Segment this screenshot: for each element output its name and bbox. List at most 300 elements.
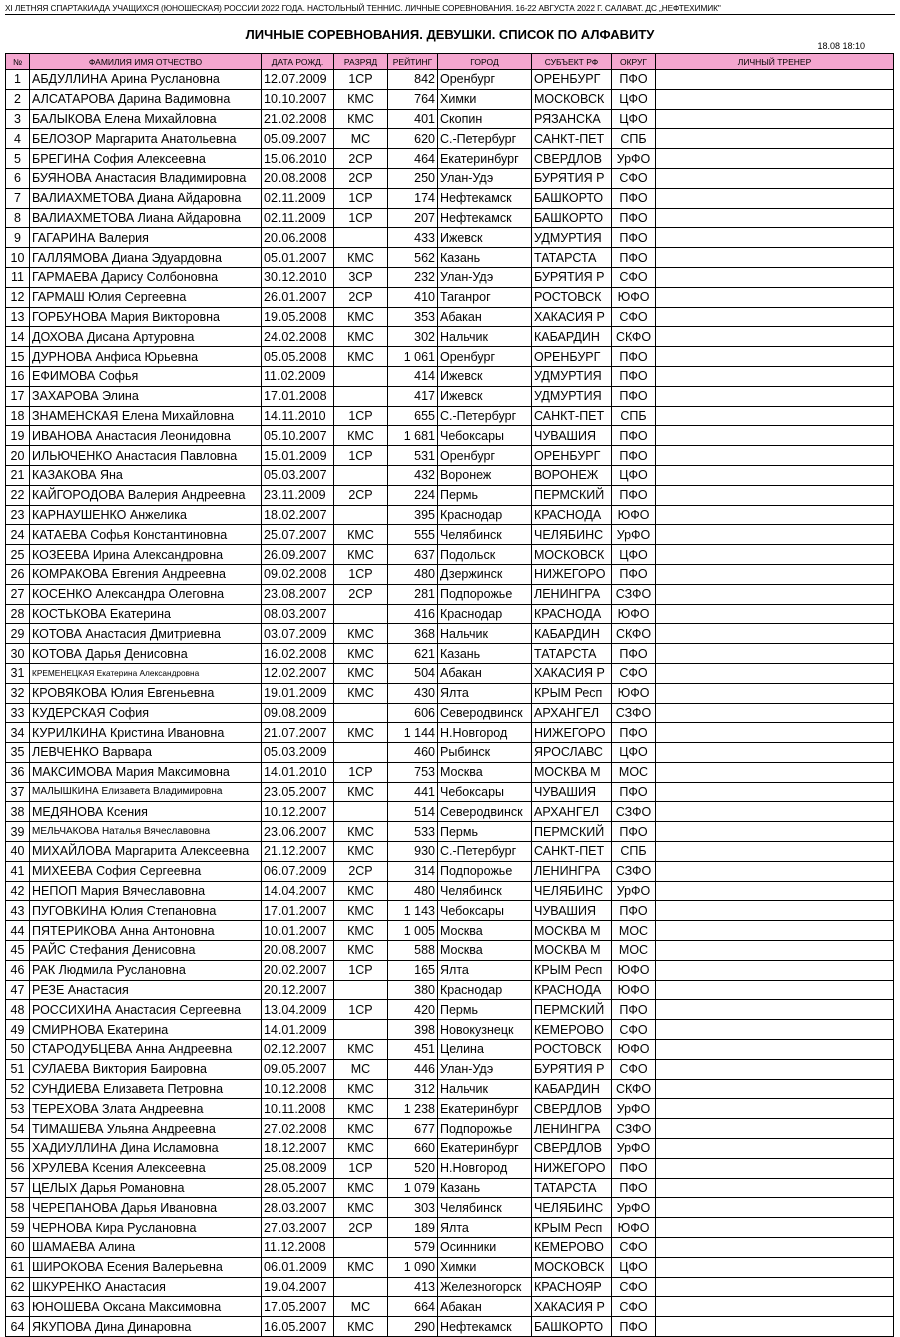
rating-cell: 414	[388, 366, 438, 386]
coach-cell	[656, 426, 894, 446]
birth-date-cell: 21.07.2007	[262, 723, 334, 743]
sport-category-cell	[334, 802, 388, 822]
birth-date-cell: 14.04.2007	[262, 881, 334, 901]
coach-cell	[656, 663, 894, 683]
city-cell: Улан-Удэ	[438, 168, 532, 188]
rating-cell: 562	[388, 248, 438, 268]
birth-date-cell: 02.11.2009	[262, 188, 334, 208]
birth-date-cell: 20.08.2007	[262, 941, 334, 961]
birth-date-cell: 21.02.2008	[262, 109, 334, 129]
table-row	[6, 267, 894, 287]
city-cell: Екатеринбург	[438, 1139, 532, 1159]
rating-cell: 660	[388, 1139, 438, 1159]
birth-date-cell: 09.02.2008	[262, 564, 334, 584]
rating-cell: 416	[388, 604, 438, 624]
row-number-cell: 38	[6, 802, 30, 822]
birth-date-cell: 08.03.2007	[262, 604, 334, 624]
row-number-cell: 13	[6, 307, 30, 327]
participant-name-cell: ПЯТЕРИКОВА Анна Антоновна	[30, 921, 262, 941]
region-cell: КАБАРДИН	[532, 327, 612, 347]
region-cell: БУРЯТИЯ Р	[532, 1059, 612, 1079]
coach-cell	[656, 1139, 894, 1159]
city-cell: Москва	[438, 762, 532, 782]
federal-district-cell: ПФО	[612, 426, 656, 446]
city-cell: Воронеж	[438, 465, 532, 485]
participant-name-cell: КОЗЕЕВА Ирина Александровна	[30, 545, 262, 565]
region-cell: УДМУРТИЯ	[532, 386, 612, 406]
participant-name-cell: КАЙГОРОДОВА Валерия Андреевна	[30, 485, 262, 505]
participant-name-cell: МАЛЫШКИНА Елизавета Владимировна	[30, 782, 262, 802]
sport-category-cell: КМС	[334, 545, 388, 565]
city-cell: Химки	[438, 1257, 532, 1277]
birth-date-cell: 10.10.2007	[262, 89, 334, 109]
sport-category-cell: КМС	[334, 1317, 388, 1337]
birth-date-cell: 09.05.2007	[262, 1059, 334, 1079]
rating-cell: 480	[388, 564, 438, 584]
region-cell: САНКТ-ПЕТ	[532, 406, 612, 426]
federal-district-cell: СПБ	[612, 129, 656, 149]
sport-category-cell: КМС	[334, 1198, 388, 1218]
federal-district-cell: ПФО	[612, 248, 656, 268]
participant-name-cell: ИЛЬЮЧЕНКО Анастасия Павловна	[30, 446, 262, 466]
sport-category-cell: 1СР	[334, 1000, 388, 1020]
sport-category-cell: 2СР	[334, 861, 388, 881]
birth-date-cell: 28.05.2007	[262, 1178, 334, 1198]
city-cell: Подпорожье	[438, 1119, 532, 1139]
table-row	[6, 782, 894, 802]
city-cell: Нальчик	[438, 327, 532, 347]
table-row	[6, 743, 894, 763]
row-number-cell: 4	[6, 129, 30, 149]
city-cell: Москва	[438, 941, 532, 961]
birth-date-cell: 19.05.2008	[262, 307, 334, 327]
coach-cell	[656, 941, 894, 961]
sport-category-cell: КМС	[334, 782, 388, 802]
federal-district-cell: ПФО	[612, 782, 656, 802]
participant-name-cell: СТАРОДУБЦЕВА Анна Андреевна	[30, 1040, 262, 1060]
coach-cell	[656, 1020, 894, 1040]
sport-category-cell: МС	[334, 1297, 388, 1317]
sport-category-cell: КМС	[334, 1178, 388, 1198]
city-cell: Екатеринбург	[438, 1099, 532, 1119]
sport-category-cell	[334, 366, 388, 386]
federal-district-cell: МОС	[612, 762, 656, 782]
federal-district-cell: ПФО	[612, 564, 656, 584]
federal-district-cell: СКФО	[612, 624, 656, 644]
rating-cell: 368	[388, 624, 438, 644]
rating-cell: 314	[388, 861, 438, 881]
federal-district-cell: СФО	[612, 1059, 656, 1079]
region-cell: ХАКАСИЯ Р	[532, 663, 612, 683]
birth-date-cell: 10.11.2008	[262, 1099, 334, 1119]
region-cell: БУРЯТИЯ Р	[532, 168, 612, 188]
coach-cell	[656, 881, 894, 901]
sport-category-cell: 1СР	[334, 1158, 388, 1178]
row-number-cell: 56	[6, 1158, 30, 1178]
participant-name-cell: ТИМАШЕВА Ульяна Андреевна	[30, 1119, 262, 1139]
birth-date-cell: 17.01.2008	[262, 386, 334, 406]
coach-cell	[656, 822, 894, 842]
federal-district-cell: СФО	[612, 168, 656, 188]
table-row	[6, 842, 894, 862]
city-cell: Чебоксары	[438, 782, 532, 802]
participant-name-cell: ЕФИМОВА Софья	[30, 366, 262, 386]
participant-name-cell: БУЯНОВА Анастасия Владимировна	[30, 168, 262, 188]
participant-name-cell: ЦЕЛЫХ Дарья Романовна	[30, 1178, 262, 1198]
coach-cell	[656, 267, 894, 287]
coach-cell	[656, 802, 894, 822]
coach-cell	[656, 446, 894, 466]
rating-cell: 380	[388, 980, 438, 1000]
row-number-cell: 30	[6, 644, 30, 664]
region-cell: ЧУВАШИЯ	[532, 426, 612, 446]
table-row	[6, 1277, 894, 1297]
participant-name-cell: НЕПОП Мария Вячеславовна	[30, 881, 262, 901]
participant-name-cell: КРОВЯКОВА Юлия Евгеньевна	[30, 683, 262, 703]
federal-district-cell: СПБ	[612, 406, 656, 426]
col-header-name: ФАМИЛИЯ ИМЯ ОТЧЕСТВО	[30, 54, 262, 70]
sport-category-cell: 1СР	[334, 446, 388, 466]
participant-name-cell: ПУГОВКИНА Юлия Степановна	[30, 901, 262, 921]
row-number-cell: 52	[6, 1079, 30, 1099]
federal-district-cell: УрФО	[612, 1139, 656, 1159]
sport-category-cell: 2СР	[334, 485, 388, 505]
row-number-cell: 61	[6, 1257, 30, 1277]
sport-category-cell: 1СР	[334, 188, 388, 208]
region-cell: НИЖЕГОРО	[532, 723, 612, 743]
birth-date-cell: 10.01.2007	[262, 921, 334, 941]
coach-cell	[656, 366, 894, 386]
coach-cell	[656, 188, 894, 208]
participant-name-cell: СУЛАЕВА Виктория Баировна	[30, 1059, 262, 1079]
city-cell: Улан-Удэ	[438, 1059, 532, 1079]
rating-cell: 1 681	[388, 426, 438, 446]
rating-cell: 174	[388, 188, 438, 208]
rating-cell: 1 144	[388, 723, 438, 743]
birth-date-cell: 11.02.2009	[262, 366, 334, 386]
coach-cell	[656, 901, 894, 921]
sport-category-cell: 1СР	[334, 208, 388, 228]
federal-district-cell: ПФО	[612, 366, 656, 386]
row-number-cell: 46	[6, 960, 30, 980]
city-cell: Казань	[438, 248, 532, 268]
rating-cell: 655	[388, 406, 438, 426]
rating-cell: 531	[388, 446, 438, 466]
birth-date-cell: 12.07.2009	[262, 70, 334, 90]
coach-cell	[656, 465, 894, 485]
table-row	[6, 1040, 894, 1060]
coach-cell	[656, 1198, 894, 1218]
table-header-row	[6, 54, 894, 70]
birth-date-cell: 13.04.2009	[262, 1000, 334, 1020]
sport-category-cell: КМС	[334, 1119, 388, 1139]
city-cell: Чебоксары	[438, 426, 532, 446]
sport-category-cell: КМС	[334, 881, 388, 901]
rating-cell: 579	[388, 1238, 438, 1258]
region-cell: ОРЕНБУРГ	[532, 347, 612, 367]
row-number-cell: 57	[6, 1178, 30, 1198]
sport-category-cell: КМС	[334, 822, 388, 842]
sport-category-cell: 1СР	[334, 960, 388, 980]
row-number-cell: 58	[6, 1198, 30, 1218]
region-cell: ХАКАСИЯ Р	[532, 1297, 612, 1317]
table-row	[6, 861, 894, 881]
rating-cell: 446	[388, 1059, 438, 1079]
coach-cell	[656, 960, 894, 980]
birth-date-cell: 06.01.2009	[262, 1257, 334, 1277]
rating-cell: 533	[388, 822, 438, 842]
col-header-rating: РЕЙТИНГ	[388, 54, 438, 70]
city-cell: Нефтекамск	[438, 1317, 532, 1337]
coach-cell	[656, 505, 894, 525]
rating-cell: 620	[388, 129, 438, 149]
sport-category-cell: КМС	[334, 307, 388, 327]
participant-name-cell: ГАРМАЕВА Дарису Солбоновна	[30, 267, 262, 287]
coach-cell	[656, 723, 894, 743]
participant-name-cell: ВАЛИАХМЕТОВА Лиана Айдаровна	[30, 208, 262, 228]
region-cell: БАШКОРТО	[532, 208, 612, 228]
birth-date-cell: 25.08.2009	[262, 1158, 334, 1178]
federal-district-cell: ЮФО	[612, 1040, 656, 1060]
rating-cell: 398	[388, 1020, 438, 1040]
participant-name-cell: СМИРНОВА Екатерина	[30, 1020, 262, 1040]
region-cell: КРАСНОДА	[532, 604, 612, 624]
table-row	[6, 386, 894, 406]
sport-category-cell: КМС	[334, 426, 388, 446]
rating-cell: 281	[388, 584, 438, 604]
region-cell: КРЫМ Респ	[532, 960, 612, 980]
coach-cell	[656, 1079, 894, 1099]
table-row	[6, 822, 894, 842]
federal-district-cell: УрФО	[612, 525, 656, 545]
birth-date-cell: 06.07.2009	[262, 861, 334, 881]
federal-district-cell: УрФО	[612, 1099, 656, 1119]
birth-date-cell: 23.06.2007	[262, 822, 334, 842]
participant-name-cell: КОТОВА Анастасия Дмитриевна	[30, 624, 262, 644]
table-row	[6, 525, 894, 545]
birth-date-cell: 12.02.2007	[262, 663, 334, 683]
city-cell: Абакан	[438, 1297, 532, 1317]
federal-district-cell: СЗФО	[612, 703, 656, 723]
sport-category-cell: 2СР	[334, 287, 388, 307]
city-cell: Абакан	[438, 307, 532, 327]
row-number-cell: 48	[6, 1000, 30, 1020]
sport-category-cell: КМС	[334, 248, 388, 268]
city-cell: Ижевск	[438, 228, 532, 248]
sport-category-cell: КМС	[334, 723, 388, 743]
sport-category-cell	[334, 1277, 388, 1297]
rating-cell: 504	[388, 663, 438, 683]
participant-name-cell: ЗАХАРОВА Элина	[30, 386, 262, 406]
city-cell: Северодвинск	[438, 703, 532, 723]
city-cell: Оренбург	[438, 70, 532, 90]
federal-district-cell: ПФО	[612, 70, 656, 90]
page-title: ЛИЧНЫЕ СОРЕВНОВАНИЯ. ДЕВУШКИ. СПИСОК ПО АЛФАВИТУ	[245, 27, 655, 42]
participant-name-cell: ШКУРЕНКО Анастасия	[30, 1277, 262, 1297]
row-number-cell: 62	[6, 1277, 30, 1297]
city-cell: Рыбинск	[438, 743, 532, 763]
region-cell: САНКТ-ПЕТ	[532, 129, 612, 149]
row-number-cell: 64	[6, 1317, 30, 1337]
rating-cell: 842	[388, 70, 438, 90]
table-row	[6, 1158, 894, 1178]
coach-cell	[656, 842, 894, 862]
table-row	[6, 703, 894, 723]
participant-name-cell: АЛСАТАРОВА Дарина Вадимовна	[30, 89, 262, 109]
city-cell: Ялта	[438, 683, 532, 703]
rating-cell: 1 061	[388, 347, 438, 367]
rating-cell: 430	[388, 683, 438, 703]
participant-name-cell: БРЕГИНА София Алексеевна	[30, 149, 262, 169]
federal-district-cell: СФО	[612, 1020, 656, 1040]
city-cell: Оренбург	[438, 347, 532, 367]
participant-name-cell: КУДЕРСКАЯ София	[30, 703, 262, 723]
coach-cell	[656, 248, 894, 268]
federal-district-cell: МОС	[612, 941, 656, 961]
coach-cell	[656, 307, 894, 327]
coach-cell	[656, 1158, 894, 1178]
federal-district-cell: ЮФО	[612, 287, 656, 307]
rating-cell: 514	[388, 802, 438, 822]
coach-cell	[656, 208, 894, 228]
row-number-cell: 45	[6, 941, 30, 961]
sport-category-cell	[334, 228, 388, 248]
birth-date-cell: 14.01.2009	[262, 1020, 334, 1040]
print-timestamp: 18.08 18:10	[817, 41, 865, 51]
birth-date-cell: 15.06.2010	[262, 149, 334, 169]
region-cell: САНКТ-ПЕТ	[532, 842, 612, 862]
rating-cell: 764	[388, 89, 438, 109]
participant-name-cell: ЧЕРЕПАНОВА Дарья Ивановна	[30, 1198, 262, 1218]
coach-cell	[656, 1218, 894, 1238]
table-row	[6, 149, 894, 169]
participant-name-cell: КАТАЕВА Софья Константиновна	[30, 525, 262, 545]
federal-district-cell: ПФО	[612, 1178, 656, 1198]
city-cell: Целина	[438, 1040, 532, 1060]
sport-category-cell: 1СР	[334, 70, 388, 90]
federal-district-cell: СФО	[612, 307, 656, 327]
region-cell: БАШКОРТО	[532, 1317, 612, 1337]
city-cell: Н.Новгород	[438, 723, 532, 743]
federal-district-cell: ПФО	[612, 1158, 656, 1178]
federal-district-cell: ПФО	[612, 1000, 656, 1020]
federal-district-cell: УрФО	[612, 149, 656, 169]
participant-name-cell: КРЕМЕНЕЦКАЯ Екатерина Александровна	[30, 663, 262, 683]
table-row	[6, 604, 894, 624]
city-cell: Нефтекамск	[438, 188, 532, 208]
region-cell: МОСКОВСК	[532, 545, 612, 565]
rating-cell: 232	[388, 267, 438, 287]
participant-name-cell: БЕЛОЗОР Маргарита Анатольевна	[30, 129, 262, 149]
region-cell: ОРЕНБУРГ	[532, 70, 612, 90]
coach-cell	[656, 525, 894, 545]
region-cell: ЛЕНИНГРА	[532, 584, 612, 604]
region-cell: ТАТАРСТА	[532, 644, 612, 664]
coach-cell	[656, 1277, 894, 1297]
federal-district-cell: СФО	[612, 1277, 656, 1297]
participant-name-cell: РЕЗЕ Анастасия	[30, 980, 262, 1000]
birth-date-cell: 23.08.2007	[262, 584, 334, 604]
row-number-cell: 15	[6, 347, 30, 367]
birth-date-cell: 24.02.2008	[262, 327, 334, 347]
rating-cell: 433	[388, 228, 438, 248]
document-caption: XI ЛЕТНЯЯ СПАРТАКИАДА УЧАЩИХСЯ (ЮНОШЕСКАЯ) РОССИИ 2022 ГОДА. НАСТОЛЬНЫЙ ТЕННИС. ЛИЧНЫЕ СОРЕВНОВАНИЯ. 16-22 АВГУСТА 2022 Г. САЛАВАТ. ДС „НЕФТЕХИМИК"	[5, 3, 895, 15]
region-cell: ЧЕЛЯБИНС	[532, 881, 612, 901]
participant-name-cell: ГАРМАШ Юлия Сергеевна	[30, 287, 262, 307]
rating-cell: 1 143	[388, 901, 438, 921]
city-cell: Новокузнецк	[438, 1020, 532, 1040]
sport-category-cell: КМС	[334, 1079, 388, 1099]
participants-table	[5, 53, 894, 1337]
table-row	[6, 1020, 894, 1040]
sport-category-cell	[334, 604, 388, 624]
region-cell: КРЫМ Респ	[532, 683, 612, 703]
region-cell: ЧУВАШИЯ	[532, 782, 612, 802]
city-cell: Краснодар	[438, 505, 532, 525]
participant-name-cell: ЗНАМЕНСКАЯ Елена Михайловна	[30, 406, 262, 426]
table-row	[6, 307, 894, 327]
region-cell: БУРЯТИЯ Р	[532, 267, 612, 287]
birth-date-cell: 28.03.2007	[262, 1198, 334, 1218]
row-number-cell: 33	[6, 703, 30, 723]
rating-cell: 302	[388, 327, 438, 347]
city-cell: С.-Петербург	[438, 406, 532, 426]
region-cell: РОСТОВСК	[532, 287, 612, 307]
city-cell: Дзержинск	[438, 564, 532, 584]
participant-name-cell: КОСЕНКО Александра Олеговна	[30, 584, 262, 604]
table-row	[6, 188, 894, 208]
participant-name-cell: ЮНОШЕВА Оксана Максимовна	[30, 1297, 262, 1317]
sport-category-cell: КМС	[334, 525, 388, 545]
sport-category-cell: 1СР	[334, 762, 388, 782]
row-number-cell: 47	[6, 980, 30, 1000]
rating-cell: 677	[388, 1119, 438, 1139]
rating-cell: 303	[388, 1198, 438, 1218]
row-number-cell: 6	[6, 168, 30, 188]
region-cell: ВОРОНЕЖ	[532, 465, 612, 485]
table-row	[6, 545, 894, 565]
sport-category-cell	[334, 505, 388, 525]
city-cell: Нальчик	[438, 624, 532, 644]
table-row	[6, 228, 894, 248]
city-cell: С.-Петербург	[438, 842, 532, 862]
coach-cell	[656, 1099, 894, 1119]
federal-district-cell: ПФО	[612, 208, 656, 228]
birth-date-cell: 20.08.2008	[262, 168, 334, 188]
city-cell: Подольск	[438, 545, 532, 565]
row-number-cell: 27	[6, 584, 30, 604]
region-cell: КАБАРДИН	[532, 624, 612, 644]
row-number-cell: 40	[6, 842, 30, 862]
coach-cell	[656, 485, 894, 505]
participant-name-cell: ЛЕВЧЕНКО Варвара	[30, 743, 262, 763]
city-cell: Оренбург	[438, 446, 532, 466]
birth-date-cell: 16.05.2007	[262, 1317, 334, 1337]
table-row	[6, 624, 894, 644]
sport-category-cell: КМС	[334, 842, 388, 862]
region-cell: КЕМЕРОВО	[532, 1238, 612, 1258]
table-row	[6, 327, 894, 347]
sport-category-cell: КМС	[334, 347, 388, 367]
city-cell: Москва	[438, 921, 532, 941]
col-header-category: РАЗРЯД	[334, 54, 388, 70]
sport-category-cell: КМС	[334, 901, 388, 921]
row-number-cell: 22	[6, 485, 30, 505]
federal-district-cell: ПФО	[612, 446, 656, 466]
row-number-cell: 34	[6, 723, 30, 743]
coach-cell	[656, 228, 894, 248]
birth-date-cell: 10.12.2007	[262, 802, 334, 822]
